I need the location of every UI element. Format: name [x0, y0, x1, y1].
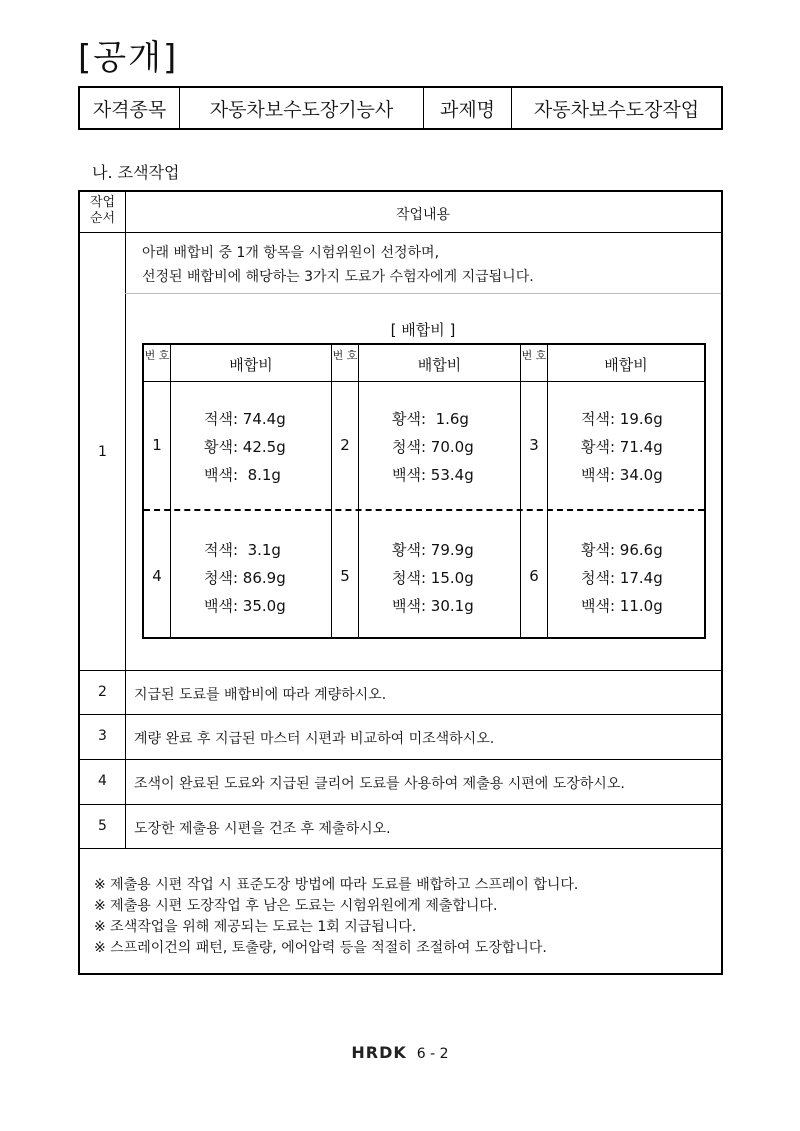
section-title: 나. 조색작업	[92, 163, 180, 182]
ratio-no-header-2: 번 호	[332, 349, 358, 362]
step-number: 3	[98, 728, 107, 744]
step-number: 5	[98, 818, 107, 834]
step-text: 도장한 제출용 시편을 건조 후 제출하시오.	[134, 821, 391, 837]
ratio-number: 2	[340, 436, 350, 454]
header-table	[78, 86, 723, 130]
step-text: 지급된 도료를 배합비에 따라 계량하시오.	[134, 687, 387, 703]
note-line: ※ 제출용 시편 도장작업 후 남은 도료는 시험위원에게 제출합니다.	[94, 898, 498, 914]
step-1-text-line1: 아래 배합비 중 1개 항목을 시험위원이 선정하며,	[142, 245, 440, 261]
ratio-no-header-3: 번 호	[521, 349, 547, 362]
step-number: 4	[98, 773, 107, 789]
qualification-value: 자동차보수도장기능사	[180, 88, 424, 128]
step-text: 조색이 완료된 도료와 지급된 클리어 도료를 사용하여 제출용 시편에 도장하시오.	[134, 776, 625, 792]
ratio-header-2: 배합비	[417, 356, 462, 374]
ratio-number: 1	[152, 436, 162, 454]
ratio-values: 적색: 3.1g 청색: 86.9g 백색: 35.0g	[204, 541, 286, 615]
step-text: 계량 완료 후 지급된 마스터 시편과 비교하여 미조색하시오.	[134, 731, 495, 747]
hrdk-logo: HRDK	[351, 1043, 407, 1062]
ratio-number: 6	[529, 567, 539, 585]
step-1-text-line2: 선정된 배합비에 해당하는 3가지 도료가 수험자에게 지급됩니다.	[142, 269, 534, 285]
step-number: 2	[98, 684, 107, 700]
task-label: 과제명	[424, 88, 512, 128]
col-content-header: 작업내용	[395, 207, 451, 223]
ratio-header-1: 배합비	[229, 356, 273, 374]
col-order-header: 작업 순서	[89, 195, 116, 226]
ratio-title: [ 배합비 ]	[390, 321, 456, 339]
ratio-number: 3	[529, 436, 539, 454]
qualification-label: 자격종목	[80, 88, 180, 128]
page-footer	[0, 1043, 800, 1062]
note-line: ※ 조색작업을 위해 제공되는 도료는 1회 지급됩니다.	[94, 919, 417, 935]
page-number: 6 - 2	[416, 1046, 449, 1062]
ratio-table	[142, 343, 706, 639]
ratio-values: 황색: 79.9g 청색: 15.0g 백색: 30.1g	[392, 541, 474, 615]
ratio-header-3: 배합비	[604, 356, 648, 374]
ratio-values: 황색: 1.6g 청색: 70.0g 백색: 53.4g	[392, 410, 474, 484]
note-line: ※ 스프레이건의 패턴, 토출량, 에어압력 등을 적절히 조절하여 도장합니다.	[94, 940, 547, 956]
ratio-values: 적색: 74.4g 황색: 42.5g 백색: 8.1g	[204, 410, 286, 484]
public-label: [공개]	[78, 38, 179, 78]
main-table	[78, 190, 723, 975]
ratio-number: 5	[340, 567, 350, 585]
ratio-no-header-1: 번 호	[144, 349, 170, 362]
note-line: ※ 제출용 시편 작업 시 표준도장 방법에 따라 도료를 배합하고 스프레이 합니다.	[94, 877, 579, 893]
task-value: 자동차보수도장작업	[533, 98, 700, 121]
ratio-number: 4	[152, 567, 162, 585]
ratio-values: 적색: 19.6g 황색: 71.4g 백색: 34.0g	[581, 410, 663, 484]
step-1-number: 1	[98, 444, 107, 460]
ratio-values: 황색: 96.6g 청색: 17.4g 백색: 11.0g	[581, 541, 663, 615]
